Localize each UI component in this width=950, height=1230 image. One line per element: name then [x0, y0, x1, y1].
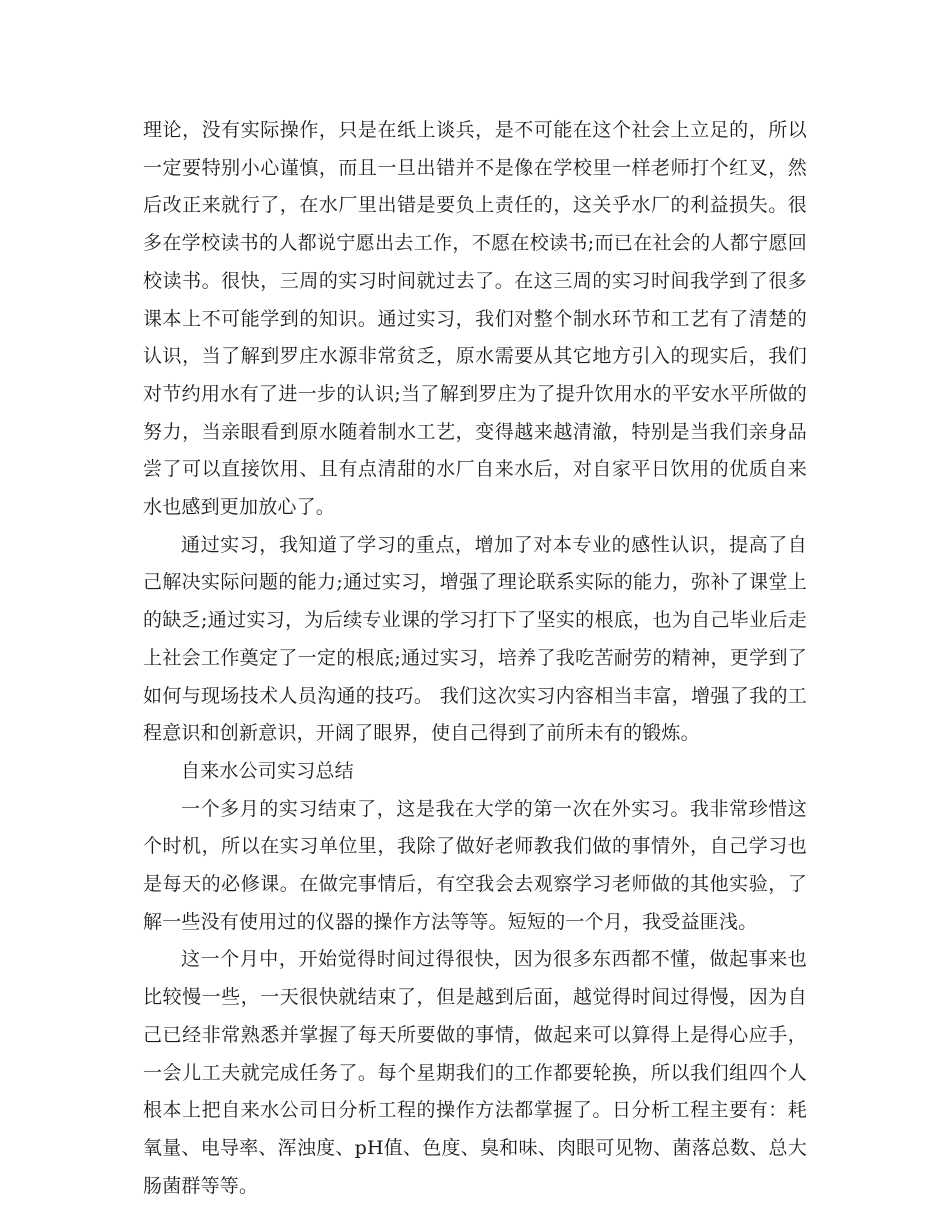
paragraph-internship-gains: 通过实习，我知道了学习的重点，增加了对本专业的感性认识，提高了自己解决实际问题的能力;通过实习，增强了理论联系实际的能力，弥补了课堂上的缺乏;通过实习，为后续专业课的学习打下了坚实的根底，也为自己毕业后走上社会工作奠定了一定的根底;通过实习，培养了我吃苦耐劳的精神，更学到了如何与现场技术人员沟通的技巧。 我们这次实习内容相当丰富，增强了我的工程意识和创新意识，开阔了眼界，使自己得到了前所未有的锻炼。 — [143, 533, 807, 745]
document-body — [143, 112, 807, 1205]
paragraph-daily-analysis: 这一个月中，开始觉得时间过得很快，因为很多东西都不懂，做起事来也比较慢一些，一天很快就结束了，但是越到后面，越觉得时间过得慢，因为自己已经非常熟悉并掌握了每天所要做的事情，做起来可以算得上是得心应手，一会儿工夫就完成任务了。每个星期我们的工作都要轮换，所以我们组四个人根本上把自来水公司日分析工程的操作方法都掌握了。日分析工程主要有：耗氧量、电导率、浑浊度、pH值、色度、臭和味、肉眼可见物、菌落总数、总大肠菌群等等。 — [143, 948, 807, 1197]
paragraph-theory-practice: 理论，没有实际操作，只是在纸上谈兵，是不可能在这个社会上立足的，所以一定要特别小心谨慎，而且一旦出错并不是像在学校里一样老师打个红叉，然后改正来就行了，在水厂里出错是要负上责任的，这关乎水厂的利益损失。很多在学校读书的人都说宁愿出去工作，不愿在校读书;而已在社会的人都宁愿回校读书。很快，三周的实习时间就过去了。在这三周的实习时间我学到了很多课本上不可能学到的知识。通过实习，我们对整个制水环节和工艺有了清楚的认识，当了解到罗庄水源非常贫乏，原水需要从其它地方引入的现实后，我们对节约用水有了进一步的认识;当了解到罗庄为了提升饮用水的平安水平所做的努力，当亲眼看到原水随着制水工艺，变得越来越清澈，特别是当我们亲身品尝了可以直接饮用、且有点清甜的水厂自来水后，对自家平日饮用的优质自来水也感到更加放心了。 — [143, 119, 807, 519]
section-heading: 自来水公司实习总结 — [181, 759, 354, 782]
paragraph-first-internship: 一个多月的实习结束了，这是我在大学的第一次在外实习。我非常珍惜这个时机，所以在实习单位里，我除了做好老师教我们做的事情外，自己学习也是每天的必修课。在做完事情后，有空我会去观察学习老师做的其他实验，了解一些没有使用过的仪器的操作方法等等。短短的一个月，我受益匪浅。 — [143, 797, 807, 933]
